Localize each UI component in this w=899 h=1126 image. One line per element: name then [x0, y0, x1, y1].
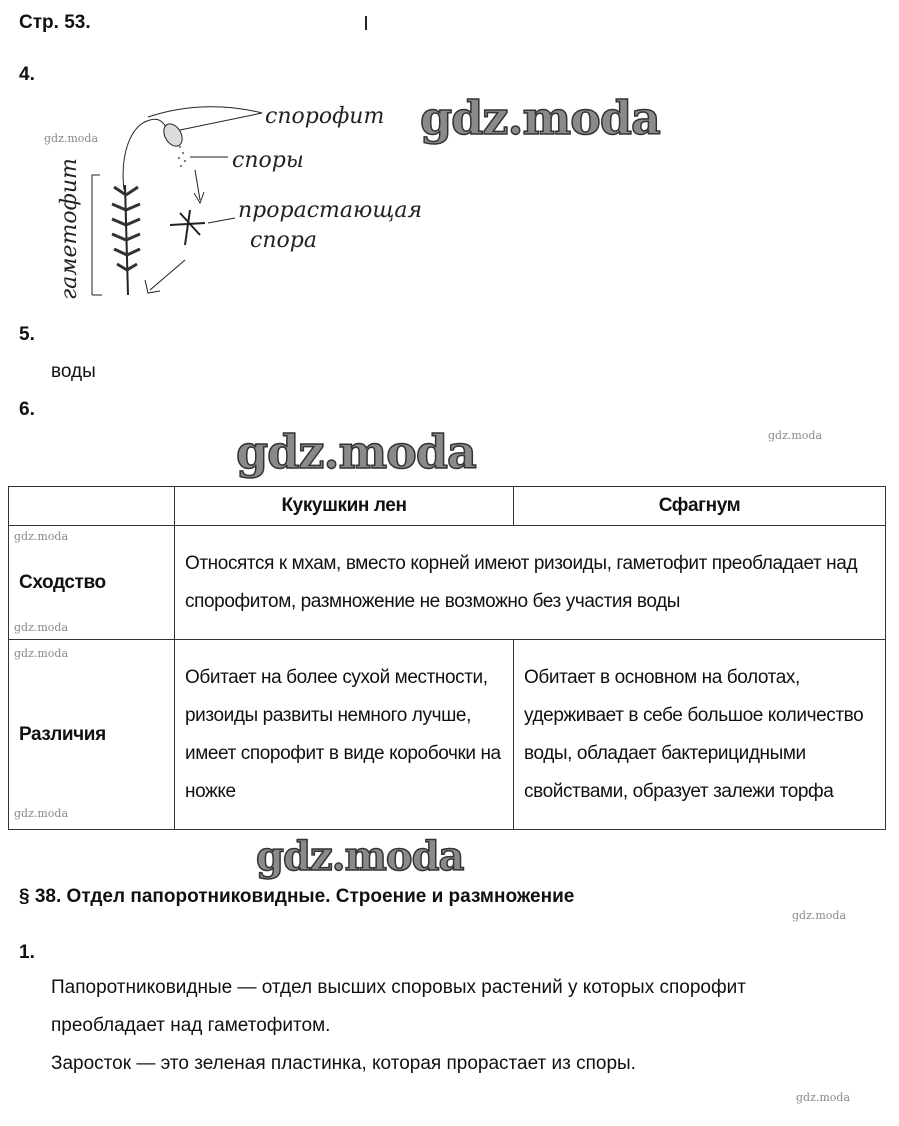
task-6-number: 6. — [19, 399, 35, 420]
watermark: gdz.moda — [14, 621, 69, 634]
capsule — [160, 121, 186, 150]
task-5-answer: воды — [51, 361, 96, 382]
similarity-cell: Относятся к мхам, вместо корней имеют ризоиды, гаметофит преобладает над спорофитом, размножение не возможно без участия воды — [175, 526, 886, 640]
watermark: gdz.moda — [44, 132, 99, 145]
sporophyte-stalk — [123, 119, 170, 190]
moss-life-cycle-drawing — [40, 95, 440, 305]
watermark: gdz.moda — [796, 1091, 851, 1104]
task-4-number: 4. — [19, 64, 35, 85]
task-1-number: 1. — [19, 942, 35, 963]
row-label: Сходство — [9, 526, 175, 640]
watermark: gdz.moda — [14, 807, 69, 820]
difference-cell-kukushkin: Обитает на более сухой местности, ризоиды развиты немного лучше, имеет спорофит в виде коробочки на ножке — [175, 640, 514, 830]
header-sphagnum: Сфагнум — [514, 487, 886, 526]
watermark: gdz.moda — [256, 833, 464, 880]
watermark: gdz.moda — [768, 429, 823, 442]
stray-mark — [365, 16, 367, 30]
difference-cell-sphagnum: Обитает в основном на болотах, удерживает в себе большое количество воды, обладает бактерицидными свойствами, образует залежи торфа — [514, 640, 886, 830]
task-1-line: Папоротниковидные — отдел высших споровых растений у которых спорофит — [51, 977, 746, 998]
task-1-line: преобладает над гаметофитом. — [51, 1015, 331, 1036]
label-spores: споры — [232, 148, 304, 173]
task-1-line: Заросток — это зеленая пластинка, которая прорастает из споры. — [51, 1053, 636, 1074]
germinating-spore — [170, 210, 205, 245]
table-row — [9, 640, 886, 830]
label-germinating-2: спора — [250, 228, 317, 253]
label-gametophyte: гаметофит — [57, 158, 82, 300]
arrow-down — [194, 170, 204, 203]
label-sporophyte: спорофит — [265, 104, 385, 129]
header-empty — [9, 487, 175, 526]
task-5-number: 5. — [19, 324, 35, 345]
gametophyte-bracket — [92, 175, 100, 295]
watermark: gdz.moda — [14, 530, 69, 543]
watermark: gdz.moda — [236, 425, 476, 479]
comparison-table — [8, 486, 886, 830]
table-header-row — [9, 487, 886, 526]
row-label: Различия — [9, 640, 175, 830]
watermark: gdz.moda — [792, 909, 847, 922]
header-kukushkin-len: Кукушкин лен — [175, 487, 514, 526]
spores — [178, 146, 186, 167]
arrow-return — [145, 260, 185, 293]
table-row — [9, 526, 886, 640]
watermark: gdz.moda — [420, 91, 660, 145]
page-label: Стр. 53. — [19, 12, 91, 33]
label-germinating-1: прорастающая — [238, 198, 423, 223]
section-title: § 38. Отдел папоротниковидные. Строение и размножение — [19, 886, 575, 907]
watermark: gdz.moda — [14, 647, 69, 660]
